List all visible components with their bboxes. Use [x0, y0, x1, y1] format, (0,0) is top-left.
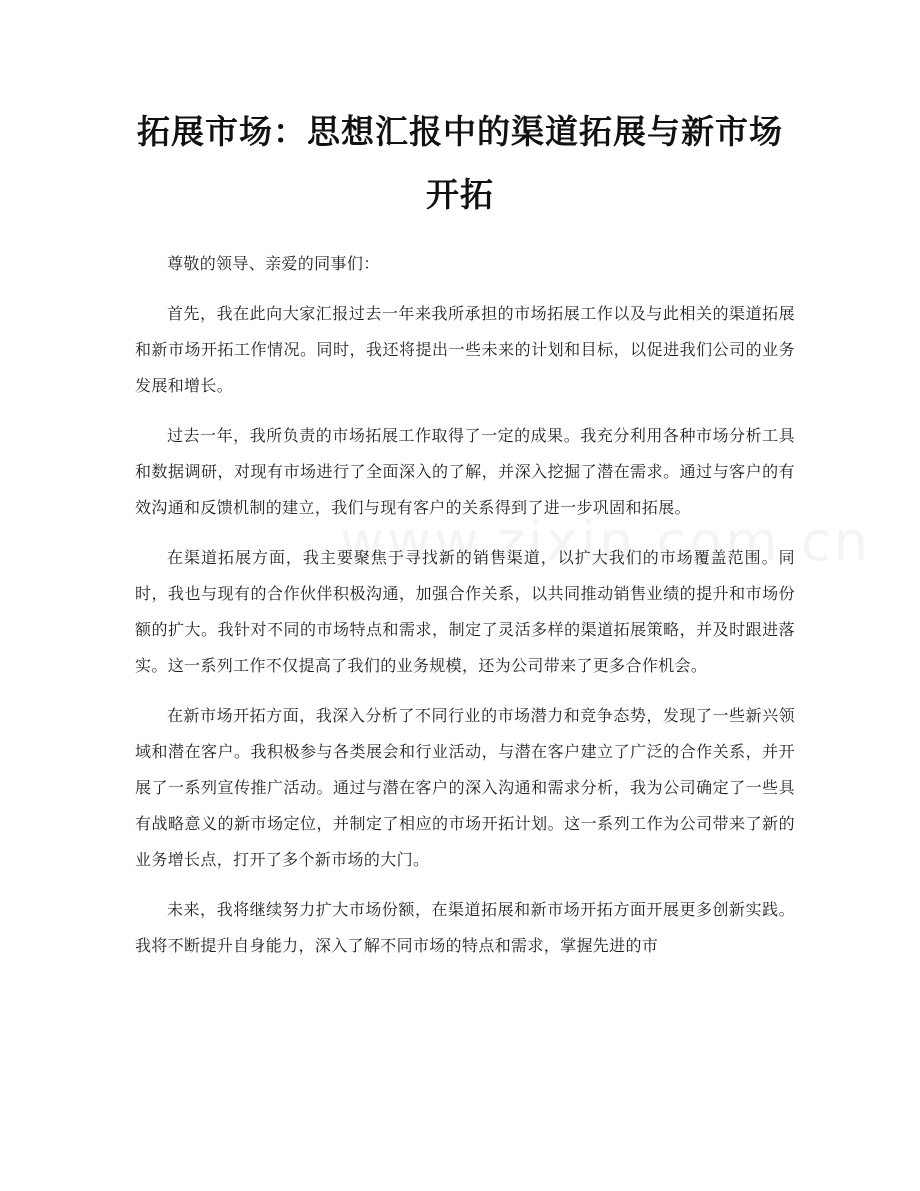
document-body: [135, 246, 795, 978]
paragraph-1: 首先，我在此向大家汇报过去一年来我所承担的市场拓展工作以及与此相关的渠道拓展和新市场开拓工作情况。同时，我还将提出一些未来的计划和目标，以促进我们公司的业务发展和增长。: [135, 304, 795, 395]
paragraph-4: 在新市场开拓方面，我深入分析了不同行业的市场潜力和竞争态势，发现了一些新兴领域和潜在客户。我积极参与各类展会和行业活动，与潜在客户建立了广泛的合作关系，并开展了一系列宣传推广活动。通过与潜在客户的深入沟通和需求分析，我为公司确定了一些具有战略意义的新市场定位，并制定了相应的市场开拓计划。这一系列工作为公司带来了新的业务增长点，打开了多个新市场的大门。: [135, 706, 795, 869]
paragraph-5: 未来，我将继续努力扩大市场份额，在渠道拓展和新市场开拓方面开展更多创新实践。我将不断提升自身能力，深入了解不同市场的特点和需求，掌握先进的市: [135, 900, 795, 955]
paragraph-3: 在渠道拓展方面，我主要聚焦于寻找新的销售渠道，以扩大我们的市场覆盖范围。同时，我也与现有的合作伙伴积极沟通，加强合作关系，以共同推动销售业绩的提升和市场份额的扩大。我针对不同的市场特点和需求，制定了灵活多样的渠道拓展策略，并及时跟进落实。这一系列工作不仅提高了我们的业务规模，还为公司带来了更多合作机会。: [135, 548, 795, 675]
paragraph-2: 过去一年，我所负责的市场拓展工作取得了一定的成果。我充分利用各种市场分析工具和数据调研，对现有市场进行了全面深入的了解，并深入挖掘了潜在需求。通过与客户的有效沟通和反馈机制的建立，我们与现有客户的关系得到了进一步巩固和拓展。: [135, 426, 795, 517]
title-line-2: 开拓: [426, 175, 494, 214]
salutation: 尊敬的领导、亲爱的同事们：: [167, 254, 380, 273]
document-title: [115, 100, 805, 226]
title-line-1: 拓展市场：思想汇报中的渠道拓展与新市场: [137, 112, 783, 151]
